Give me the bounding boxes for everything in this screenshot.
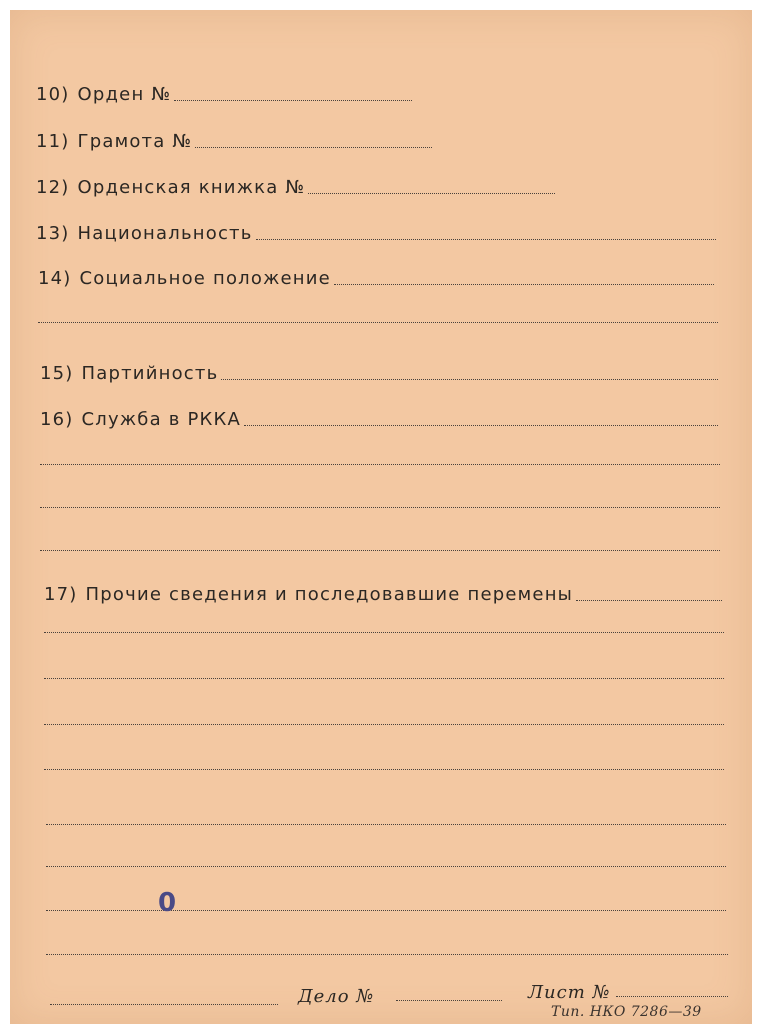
field-label: Орденская книжка № [77, 177, 306, 198]
field-other-info [44, 584, 722, 605]
field-label: Национальность [77, 223, 253, 244]
fill-line[interactable] [46, 824, 726, 825]
field-number: 13) [36, 223, 70, 244]
fill-line[interactable] [40, 464, 720, 465]
field-party [40, 363, 718, 384]
field-service [40, 409, 718, 430]
field-order [36, 84, 412, 105]
fill-line[interactable] [40, 550, 720, 551]
fill-line[interactable] [174, 99, 412, 101]
fill-line[interactable] [221, 378, 718, 380]
field-label: Служба в РККА [81, 409, 241, 430]
fill-line[interactable] [40, 507, 720, 508]
field-number: 14) [38, 268, 72, 289]
list-number-line[interactable] [616, 996, 728, 997]
field-label: Прочие сведения и последовавшие перемены [85, 584, 574, 605]
fill-line[interactable] [44, 769, 724, 770]
fill-line[interactable] [44, 678, 724, 679]
field-number: 11) [36, 131, 70, 152]
field-number: 16) [40, 409, 74, 430]
fill-line[interactable] [50, 1004, 278, 1005]
field-number: 12) [36, 177, 70, 198]
fill-line[interactable] [44, 724, 724, 725]
field-label: Социальное положение [79, 268, 331, 289]
fill-line[interactable] [334, 283, 714, 285]
field-number: 15) [40, 363, 74, 384]
field-label: Грамота № [77, 131, 193, 152]
delo-number-line[interactable] [396, 1000, 502, 1001]
field-label: Партийность [81, 363, 219, 384]
fill-line[interactable] [244, 424, 718, 426]
field-number: 17) [44, 584, 78, 605]
field-number: 10) [36, 84, 70, 105]
fill-line[interactable] [44, 632, 724, 633]
fill-line[interactable] [256, 238, 716, 240]
form-sheet [10, 10, 752, 1024]
fill-line[interactable] [195, 146, 432, 148]
handwritten-mark: 0 [158, 888, 177, 918]
fill-line[interactable] [46, 954, 728, 955]
list-label: Лист № [528, 982, 611, 1003]
fill-line[interactable] [38, 322, 718, 323]
fill-line[interactable] [46, 910, 726, 911]
field-label: Орден № [77, 84, 172, 105]
field-social-status [38, 268, 714, 289]
field-order-book [36, 177, 555, 198]
fill-line[interactable] [46, 866, 726, 867]
print-mark: Тип. НКО 7286—39 [551, 1004, 702, 1020]
delo-label: Дело № [298, 986, 375, 1007]
fill-line[interactable] [308, 192, 555, 194]
field-gramota [36, 131, 432, 152]
fill-line[interactable] [576, 599, 722, 601]
field-nationality [36, 223, 716, 244]
